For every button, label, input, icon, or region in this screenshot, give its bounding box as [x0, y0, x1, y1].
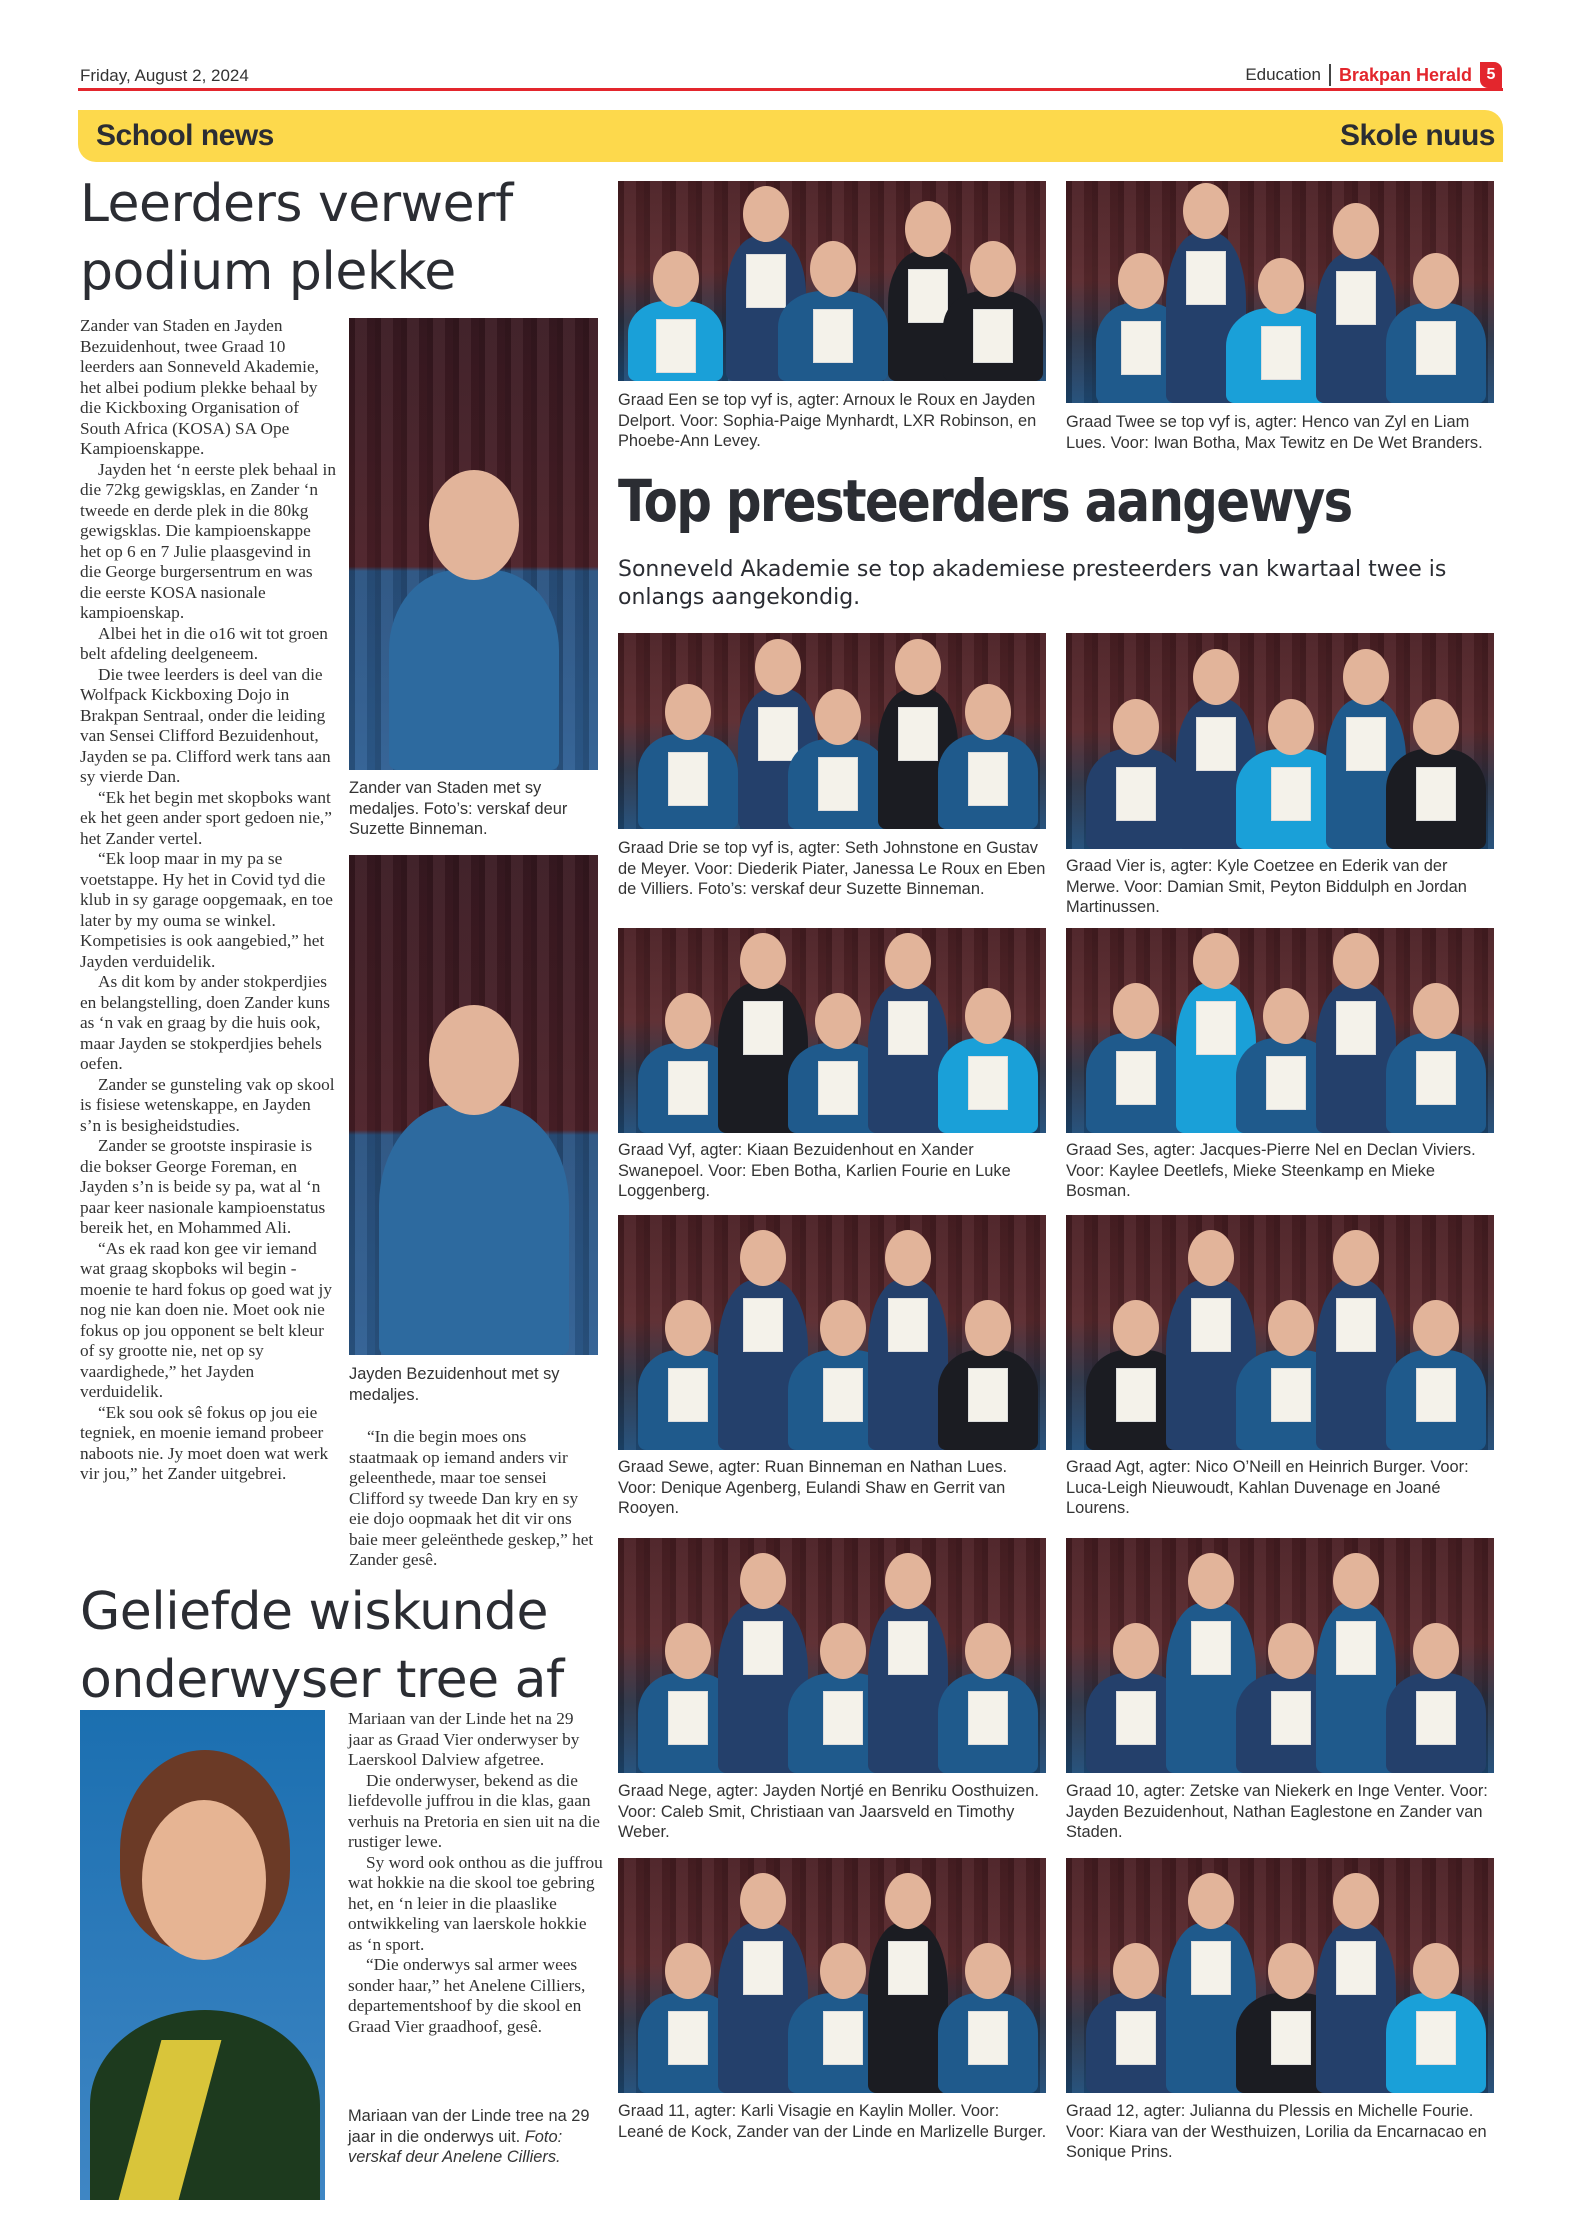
paragraph: As dit kom by ander stokperdjies en belangstelling, doen Zander kuns as ‘n vak en graag by die huis ook, maar Jayden se stokperdjies behels oefen.: [80, 972, 331, 1073]
headline-line: Leerders verwerf: [80, 174, 513, 234]
photo-caption: Graad Twee se top vyf is, agter: Henco van Zyl en Liam Lues. Voor: Iwan Botha, Max Tewitz en De Wet Branders.: [1066, 413, 1483, 452]
photo-graad-een: [618, 181, 1046, 381]
paragraph: “Ek loop maar in my pa se voetstappe. Hy het in Covid tyd die klub in sy garage oopgemaak, en toe later by my ouma se winkel. Kompetisies is ook aangebied,” het Jayden verduidelik.: [80, 849, 333, 971]
photo-graad-11: [618, 1858, 1046, 2093]
headline-line: onderwyser tree af: [80, 1650, 564, 1710]
page-number: 5: [1480, 62, 1502, 88]
newspaper-name: Brakpan Herald: [1338, 64, 1472, 85]
photo-graad-sewe: [618, 1215, 1046, 1450]
article1-headline: [80, 170, 600, 306]
article2-body: [348, 1709, 603, 2037]
photo-caption: Graad Sewe, agter: Ruan Binneman en Nathan Lues. Voor: Denique Agenberg, Eulandi Shaw en Gerrit van Rooyen.: [618, 1458, 1008, 1517]
photo-graad-10: [1066, 1538, 1494, 1773]
photo-jayden-medals: [349, 855, 598, 1355]
photo-caption: Graad Nege, agter: Jayden Nortjé en Benriku Oosthuizen. Voor: Caleb Smit, Christiaan van Jaarsveld en Timothy Weber.: [618, 1782, 1039, 1841]
photo-caption: Graad 10, agter: Zetske van Niekerk en Inge Venter. Voor: Jayden Bezuidenhout, Nathan Eaglestone en Zander van Staden.: [1066, 1782, 1488, 1841]
photo-graad-vier: [1066, 633, 1494, 849]
photo-caption: Graad Agt, agter: Nico O’Neill en Heinrich Burger. Voor: Luca-Leigh Nieuwoudt, Kahlan Duvenage en Joané Lourens.: [1066, 1458, 1469, 1517]
article3-deck: Sonneveld Akademie se top akademiese presteerders van kwartaal twee is onlangs aangekondig.: [618, 557, 1447, 610]
paragraph: Zander van Staden en Jayden Bezuidenhout, twee Graad 10 leerders aan Sonneveld Akademie, het albei podium plekke behaal by die Kickboxing Organisation of South Africa (KOSA) SA Ope Kampioenskappe.: [80, 316, 319, 458]
paragraph: “In die begin moes ons staatmaak op iemand anders vir geleenthede, maar toe sensei Clifford sy tweede Dan kry en sy eie dojo oopmaak het dit vir ons baie meer geleënthede geskep,” het Zander gesê.: [349, 1427, 594, 1569]
issue-date: Friday, August 2, 2024: [80, 66, 249, 85]
photo-caption: Graad Vier is, agter: Kyle Coetzee en Ederik van der Merwe. Voor: Damian Smit, Peyton Biddulph en Jordan Martinussen.: [1066, 857, 1467, 916]
paragraph: “Ek het begin met skopboks want ek het geen ander sport gedoen nie,” het Zander vertel.: [80, 787, 332, 848]
photo-graad-ses: [1066, 928, 1494, 1133]
photo-caption: Zander van Staden met sy medaljes. Foto’s: verskaf deur Suzette Binneman.: [349, 779, 568, 838]
photo-caption: Graad Drie se top vyf is, agter: Seth Johnstone en Gustav de Meyer. Voor: Diederik Piater, Janessa Le Roux en Eben de Villiers. Foto’s: verskaf deur Suzette Binneman.: [618, 839, 1046, 898]
photo-caption: Graad Vyf, agter: Kiaan Bezuidenhout en Xander Swanepoel. Voor: Eben Botha, Karlien Fourie en Luke Loggenberg.: [618, 1141, 1011, 1200]
paragraph: “As ek raad kon gee vir iemand wat graag skopboks wil begin - moenie te hard fokus op goed wat jy nog nie kan doen nie. Moet ook nie fokus op jou opponent se belt kleur of sy grootte nie, net op sy vaardighede,” het Jayden verduidelik.: [80, 1238, 332, 1401]
photo-credit: Foto: verskaf deur Anelene Cilliers.: [348, 2127, 563, 2166]
section-label: Education: [1245, 65, 1321, 84]
paragraph: Albei het in die o16 wit tot groen belt afdeling deelgeneem.: [80, 623, 328, 663]
paragraph: Sy word ook onthou as die juffrou wat hokkie na die skool toe gebring het, en ‘n leier in die plaaslike ontwikkeling van laerskole hokkie as ‘n sport.: [348, 1852, 603, 1954]
photo-graad-agt: [1066, 1215, 1494, 1450]
headline-line: podium plekke: [80, 242, 456, 302]
photo-graad-drie: [618, 633, 1046, 829]
paragraph: Jayden het ‘n eerste plek behaal in die 72kg gewigsklas, en Zander ‘n tweede en derde plek in die 80kg gewigsklas. Die kampioenskappe het op 6 en 7 Julie plaasgevind in die George burgersentrum en was die eerste KOSA nasionale kampioenskap.: [80, 459, 336, 622]
photo-caption: Graad Een se top vyf is, agter: Arnoux le Roux en Jayden Delport. Voor: Sophia-Paige Mynhardt, LXR Robinson, en Phoebe-Ann Levey.: [618, 391, 1037, 450]
paragraph: “Die onderwys sal armer wees sonder haar,” het Anelene Cilliers, departementshoof by die skool en Graad Vier graadhoof, gesê.: [348, 1955, 586, 2036]
photo-graad-nege: [618, 1538, 1046, 1773]
paragraph: Die twee leerders is deel van die Wolfpack Kickboxing Dojo in Brakpan Sentraal, onder die leiding van Sensei Clifford Bezuidenhout, Jayden se pa. Clifford werk tans aan sy vierde Dan.: [80, 664, 331, 786]
banner-right: Skole nuus: [1339, 119, 1495, 152]
photo-caption: Graad 11, agter: Karli Visagie en Kaylin Moller. Voor: Leané de Kock, Zander van der Linde en Marlizelle Burger.: [618, 2102, 1047, 2141]
caption-text: Mariaan van der Linde tree na 29 jaar in die onderwys uit.: [348, 2107, 590, 2146]
paragraph: Zander se gunsteling vak op skool is fisiese wetenskappe, en Jayden s’n is besigheidstudies.: [80, 1074, 335, 1135]
section-banner: [78, 110, 1503, 162]
article3-headline: Top presteerders aangewys: [618, 467, 1352, 535]
photo-mariaan-portrait: [80, 1710, 325, 2200]
paragraph: “Ek sou ook sê fokus op jou eie tegniek, en moenie iemand probeer naboots nie. Jy moet doen wat werk vir jou,” het Zander uitgebrei.: [80, 1402, 329, 1483]
headline-line: Geliefde wiskunde: [80, 1582, 549, 1642]
paragraph: Die onderwyser, bekend as die liefdevolle juffrou in die klas, gaan verhuis na Pretoria en sien uit na die rustiger lewe.: [348, 1770, 600, 1851]
photo-zander-medals: [349, 318, 598, 770]
divider: [1329, 64, 1331, 86]
article1-body: [80, 316, 336, 1485]
photo-graad-twee: [1066, 181, 1494, 403]
photo-caption: Graad 12, agter: Julianna du Plessis en Michelle Fourie. Voor: Kiara van der Westhuizen, Lorilia da Encarnacao en Sonique Prins.: [1066, 2102, 1487, 2161]
masthead-right: [1245, 62, 1502, 88]
photo-caption: [348, 2106, 603, 2168]
paragraph: Mariaan van der Linde het na 29 jaar as Graad Vier onderwyser by Laerskool Dalview afgetree.: [348, 1709, 580, 1769]
photo-graad-12: [1066, 1858, 1494, 2093]
masthead-rule: [78, 88, 1503, 91]
photo-caption: Graad Ses, agter: Jacques-Pierre Nel en Declan Viviers. Voor: Kaylee Deetlefs, Mieke Steenkamp en Mieke Bosman.: [1066, 1141, 1476, 1200]
photo-graad-vyf: [618, 928, 1046, 1133]
paragraph: Zander se grootste inspirasie is die bokser George Foreman, en Jayden s’n is beide sy pa, wat al ‘n paar keer nasionale kampioenstatus bereik het, en Mohammed Ali.: [80, 1136, 326, 1237]
article1-continuation: [349, 1427, 599, 1571]
article2-headline: [80, 1578, 600, 1714]
photo-caption: Jayden Bezuidenhout met sy medaljes.: [349, 1365, 560, 1404]
banner-left: School news: [96, 119, 274, 152]
